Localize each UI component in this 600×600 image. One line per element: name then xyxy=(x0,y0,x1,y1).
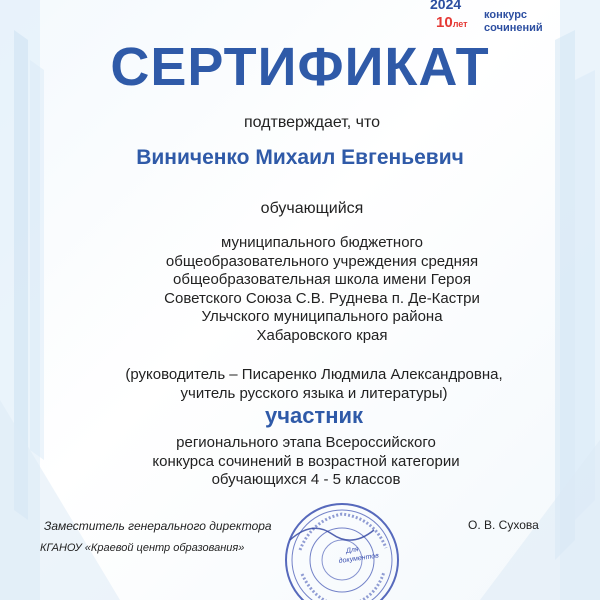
school-line: муниципального бюджетного xyxy=(220,234,424,251)
logo-line-3: сочинений xyxy=(484,22,543,34)
school-line: общеобразовательная школа имени Героя xyxy=(173,271,471,288)
participation-status: участник xyxy=(264,403,364,428)
supervisor-info xyxy=(14,366,600,403)
school-line: Хабаровского края xyxy=(256,326,388,344)
supervisor-line: (руководитель – Писаренко Людмила Александровна, xyxy=(125,366,503,383)
event-line: конкурса сочинений в возрастной категории xyxy=(152,452,460,470)
supervisor-line: учитель русского языка и литературы) xyxy=(180,384,448,402)
stamp-center-text: Для документов xyxy=(338,546,380,566)
recipient-name: Виниченко Михаил Евгеньевич xyxy=(136,146,464,169)
organization-name: КГАНОУ «Краевой центр образования» xyxy=(40,542,245,554)
event-line: обучающихся 4 - 5 классов xyxy=(211,471,401,488)
event-description xyxy=(6,434,600,490)
signatory-name: О. В. Сухова xyxy=(468,518,539,532)
contest-logo xyxy=(430,0,600,40)
event-line: регионального этапа Всероссийского xyxy=(176,434,436,451)
signatory-position: Заместитель генерального директора xyxy=(44,519,272,533)
confirms-text: подтверждает, что xyxy=(243,114,381,131)
school-line: Советского Союза С.В. Руднева п. Де-Кастри xyxy=(164,289,480,307)
school-line: общеобразовательного учреждения средняя xyxy=(165,252,479,270)
certificate-title: СЕРТИФИКАТ xyxy=(110,37,490,97)
school-description xyxy=(22,234,600,345)
logo-line-2: конкурс xyxy=(484,9,528,21)
logo-year: 2024 xyxy=(430,0,462,12)
school-line: Ульчского муниципального района xyxy=(201,308,443,325)
recipient-role: обучающийся xyxy=(260,200,364,217)
logo-anniversary: 10лет xyxy=(436,14,468,31)
